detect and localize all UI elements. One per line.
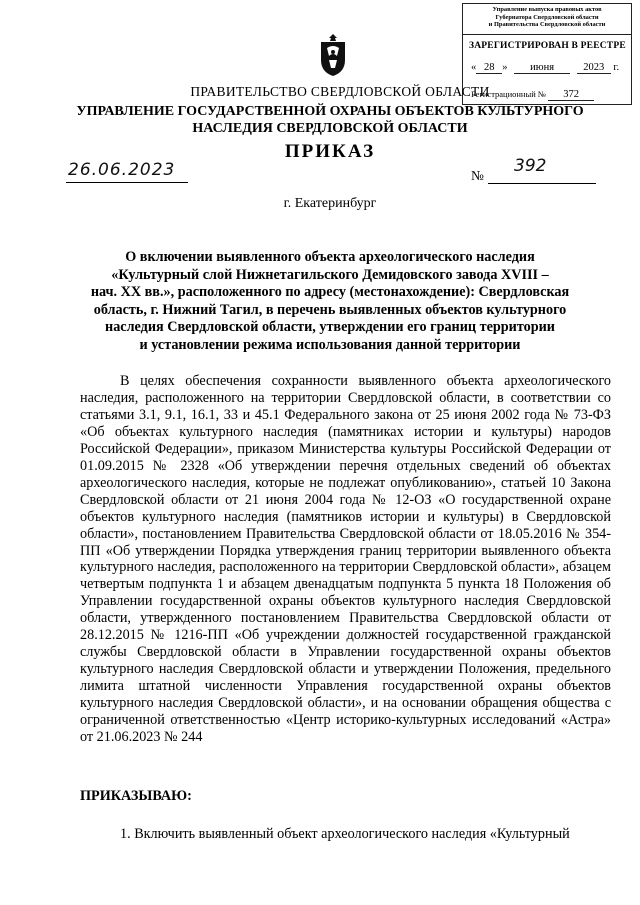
stamp-day: 28 <box>476 62 502 74</box>
coat-of-arms-icon <box>315 32 351 78</box>
stamp-registration <box>471 89 631 101</box>
order-date: 26.06.2023 <box>68 160 176 180</box>
preamble-paragraph: В целях обеспечения сохранности выявленного объекта археологического наследия, расположенного на территории Свердловской области, в соответствии со статьями 3.1, 9.1, 16.1, 33 и 45.1 Федерального закона от 25 июня 2002 года № 73-ФЗ «Об объектах культурного наследия (памятниках истории и культуры) народов Российской Федерации», приказом Министерства культуры Российской Федерации от 01.09.2015 № 2328 «Об утверждении перечня отдельных сведений об объектах археологического наследия, которые не подлежат опубликованию», статьей 10 Закона Свердловской области от 21 июня 2004 года № 12-ОЗ «О государственной охране объектов культурного наследия (памятников истории и культуры) в Свердловской области», постановлением Правительства Свердловской области от 18.05.2016 № 354-ПП «Об утверждении Порядка утверждения границ территории выявленного объекта культурного наследия, расположенного на территории Свердловской области», абзацем четвертым подпункта 1 и абзацем двенадцатым подпункта 5 пункта 18 Положения об Управлении государственной охраны объектов культурного наследия Свердловской области, утвержденного постановлением Правительства Свердловской области от 28.12.2015 № 1216-ПП «Об учреждении должностей государственной гражданской службы Свердловской области в Управлении государственной охраны объектов культурного наследия Свердловской области и утверждении Положения, предельного лимита штатной численности Управления государственной охраны объектов культурного наследия Свердловской области», и на основании обращения общества с ограниченной ответственностью «Центр историко-культурных исследований «Астра» от 21.06.2023 № 244 <box>80 373 611 746</box>
stamp-date <box>471 62 631 74</box>
stamp-header-line: и Правительства Свердловской области <box>488 21 606 29</box>
number-label: № <box>471 168 484 183</box>
government-name: ПРАВИТЕЛЬСТВО СВЕРДЛОВСКОЙ ОБЛАСТИ <box>190 84 490 99</box>
stamp-title: ЗАРЕГИСТРИРОВАН В РЕЕСТРЕ <box>469 41 626 51</box>
title-line: область, г. Нижний Тагил, в перечень выявленных объектов культурного <box>93 301 567 318</box>
title-line: О включении выявленного объекта археологического наследия <box>125 249 535 265</box>
document-type: ПРИКАЗ <box>284 141 376 162</box>
stamp-header <box>463 6 631 29</box>
title-line: наследия Свердловской области, утверждении его границ территории <box>105 319 555 335</box>
stamp-reg-label: Регистрационный № <box>471 89 546 99</box>
stamp-divider <box>463 34 631 35</box>
department-name: УПРАВЛЕНИЕ ГОСУДАРСТВЕННОЙ ОХРАНЫ ОБЪЕКТОВ КУЛЬТУРНОГО НАСЛЕДИЯ СВЕРДЛОВСКОЙ ОБЛАСТИ <box>76 104 584 136</box>
stamp-open-quote: « <box>471 62 477 73</box>
stamp-year: 2023 <box>577 62 611 74</box>
title-line: нач. XX вв.», расположенного по адресу (местонахождение): Свердловская <box>90 284 570 300</box>
title-line: «Культурный слой Нижнетагильского Демидовского завода XVIII – <box>111 266 549 283</box>
stamp-header-line: Управление выпуска правовых актов <box>492 6 602 13</box>
order-number: 392 <box>514 156 547 176</box>
order-item-1: 1. Включить выявленный объект археологического наследия «Культурный <box>120 826 570 842</box>
order-title <box>78 249 582 354</box>
stamp-year-suffix: г. <box>613 62 620 73</box>
stamp-close-quote: » <box>502 62 508 73</box>
stamp-reg-number: 372 <box>548 89 594 101</box>
city: г. Екатеринбург <box>283 196 377 211</box>
stamp-header-line: Губернатора Свердловской области <box>495 13 599 21</box>
title-line: и установлении режима использования данной территории <box>139 336 521 353</box>
stamp-month: июня <box>514 62 570 74</box>
order-heading: ПРИКАЗЫВАЮ: <box>80 788 192 804</box>
